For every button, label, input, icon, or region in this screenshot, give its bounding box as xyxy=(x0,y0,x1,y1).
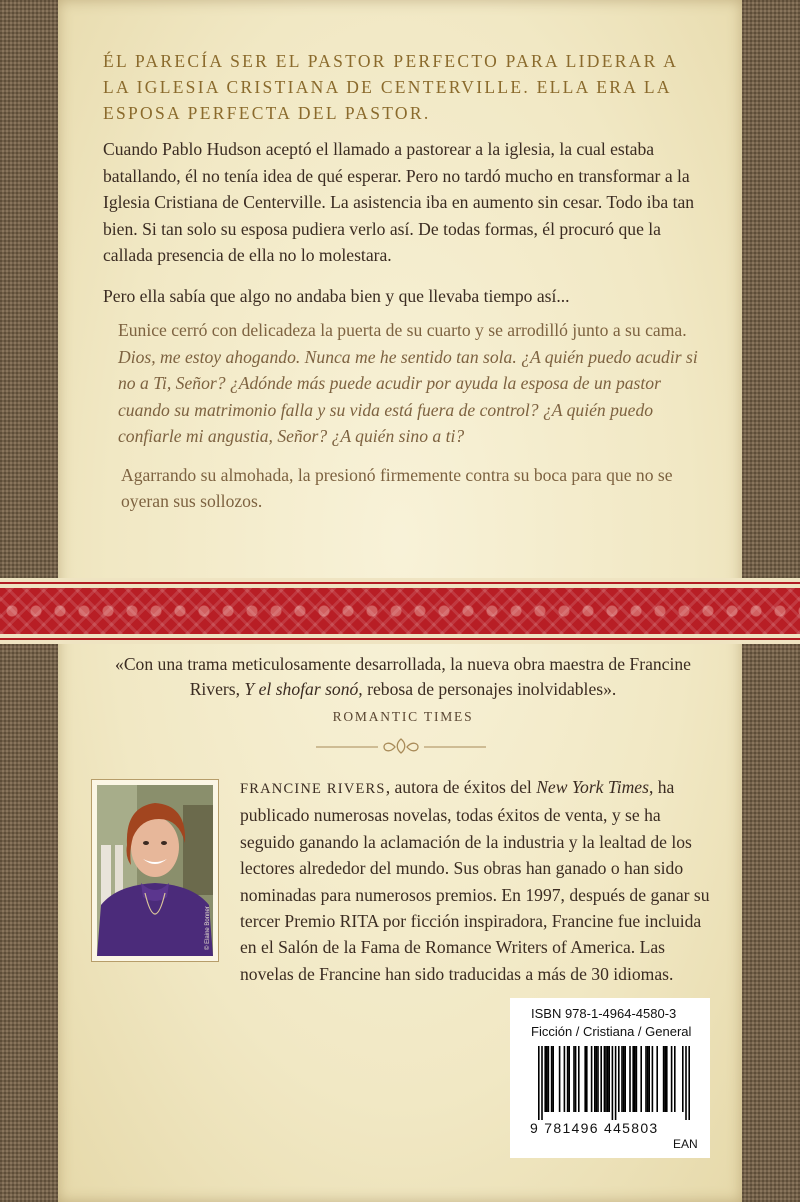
isbn-number: ISBN 978-1-4964-4580-3 xyxy=(531,1006,677,1021)
barcode-label xyxy=(510,998,710,1158)
barcode-bar xyxy=(632,1046,634,1112)
barcode-bar xyxy=(634,1046,636,1112)
barcode-bar xyxy=(645,1046,647,1112)
barcode-bar xyxy=(594,1046,596,1112)
barcode-bar xyxy=(612,1046,614,1120)
review-text-after: rebosa de personajes inolvidables». xyxy=(362,679,617,699)
barcode-bar xyxy=(604,1046,606,1112)
barcode-bar xyxy=(552,1046,554,1112)
barcode-bar xyxy=(671,1046,673,1112)
ribbon-damask-band xyxy=(0,588,800,634)
barcode-bar xyxy=(615,1046,617,1120)
barcode-bar xyxy=(548,1046,550,1112)
ean-label: EAN xyxy=(673,1137,698,1151)
barcode-bar xyxy=(664,1046,666,1112)
barcode-bar xyxy=(597,1046,599,1112)
barcode-bar xyxy=(636,1046,638,1112)
barcode-bar xyxy=(541,1046,543,1120)
barcode-bar xyxy=(656,1046,658,1112)
barcode-bar xyxy=(682,1046,684,1112)
barcode-bar xyxy=(647,1046,649,1112)
barcode-bar xyxy=(623,1046,625,1112)
barcode-bar xyxy=(652,1046,654,1112)
barcode-bar xyxy=(688,1046,690,1120)
ribbon-bottom-line xyxy=(0,638,800,640)
excerpt-prayer-italic: Dios, me estoy ahogando. Nunca me he sentido tan sola. ¿A quién puedo acudir si no a Ti, Señor? ¿Adónde más puede acudir por ayuda la esposa de un pastor cuando su matrimonio falla y su vida está fuera de control? ¿A quién puedo confiarle mi angustia, Señor? ¿A quién sino a ti? xyxy=(118,346,698,446)
barcode-icon xyxy=(530,1046,698,1120)
excerpt-closing: Agarrando su almohada, la presionó firmemente contra su boca para que no se oyeran sus sollozos. xyxy=(121,464,673,511)
decorative-ribbon xyxy=(0,578,800,644)
barcode-bar xyxy=(538,1046,540,1120)
barcode-bar xyxy=(605,1046,607,1112)
barcode-bar xyxy=(568,1046,570,1112)
author-name: FRANCINE RIVERS xyxy=(240,781,386,797)
barcode-bar xyxy=(584,1046,586,1112)
barcode-bar xyxy=(551,1046,553,1112)
barcode-bar xyxy=(544,1046,546,1112)
barcode-bar xyxy=(663,1046,665,1112)
barcode-bar xyxy=(596,1046,598,1112)
excerpt-narration: Eunice cerró con delicadeza la puerta de su cuarto y se arrodilló junto a su cama. xyxy=(118,320,687,340)
barcode-bar xyxy=(578,1046,580,1112)
ribbon-top-line xyxy=(0,582,800,584)
barcode-bar xyxy=(564,1046,566,1112)
review-quote xyxy=(103,652,703,729)
barcode-bar xyxy=(621,1046,623,1112)
review-source: ROMANTIC TIMES xyxy=(332,709,474,724)
blurb-paragraph-teaser: Pero ella sabía que algo no andaba bien y que llevaba tiempo así... xyxy=(103,285,570,306)
barcode-bar xyxy=(567,1046,569,1112)
barcode-bar xyxy=(648,1046,650,1112)
author-bio-body: , ha publicado numerosas novelas, todas éxitos de venta, y se ha seguido ganando la aclamación de la industria y la lealtad de los lectores alrededor del mundo. Sus obras han ganado o han sido nominadas para numerosos premios. En 1997, después de ganar su tercer Premio RITA por ficción inspiradora, Francine fue incluida en el Salón de la Fama de Romance Writers of America. Las novelas de Francine han sido traducidas a más de 30 idiomas. xyxy=(240,777,710,984)
barcode-bar xyxy=(629,1046,631,1112)
barcode-bar xyxy=(575,1046,577,1112)
barcode-bar xyxy=(591,1046,593,1112)
barcode-bar xyxy=(600,1046,602,1112)
barcode-bar xyxy=(618,1046,620,1112)
barcode-bar xyxy=(573,1046,575,1112)
author-portrait xyxy=(97,785,213,956)
author-bio-lead: , autora de éxitos del xyxy=(385,777,537,797)
barcode-bar xyxy=(666,1046,668,1112)
blurb-paragraph: Cuando Pablo Hudson aceptó el llamado a pastorear a la iglesia, la cual estaba batallando, él no tenía idea de qué esperar. Pero no tardó mucho en transformar a la Iglesia Cristiana de Centerville. La asistencia iba en aumento sin cesar. Todo iba tan bien. Si tan solo su esposa pudiera verlo así. De todas formas, él procuró que la callada presencia de ella no lo molestara. xyxy=(103,139,695,265)
barcode-bar xyxy=(546,1046,548,1112)
barcode-digits: 9 781496 445803 xyxy=(530,1120,659,1136)
photo-credit: © Elaine Bonner xyxy=(205,906,211,950)
book-category: Ficción / Cristiana / General xyxy=(531,1024,692,1039)
excerpt-prayer xyxy=(118,317,708,450)
barcode-bar xyxy=(674,1046,676,1112)
barcode-bar xyxy=(640,1046,642,1112)
barcode-bar xyxy=(559,1046,561,1112)
barcode-bar xyxy=(624,1046,626,1112)
barcode-bar xyxy=(607,1046,609,1112)
author-bio-nyt: New York Times xyxy=(536,777,649,797)
back-cover-blurb xyxy=(103,48,703,515)
author-photo-frame xyxy=(91,779,219,962)
review-text-before: «Con una trama meticulosamente desarrollada, la nueva obra maestra de Francine Rivers, xyxy=(115,654,691,699)
barcode-bar xyxy=(586,1046,588,1112)
review-book-title: Y el shofar sonó, xyxy=(244,679,363,699)
barcode-bar xyxy=(685,1046,687,1120)
flourish-divider-icon xyxy=(316,735,486,759)
blurb-headline: ÉL PARECÍA SER EL PASTOR PERFECTO PARA LIDERAR A LA IGLESIA CRISTIANA DE CENTERVILLE. ELLA ERA LA ESPOSA PERFECTA DEL PASTOR. xyxy=(103,51,678,123)
barcode-bar xyxy=(608,1046,610,1112)
author-bio xyxy=(240,774,710,987)
